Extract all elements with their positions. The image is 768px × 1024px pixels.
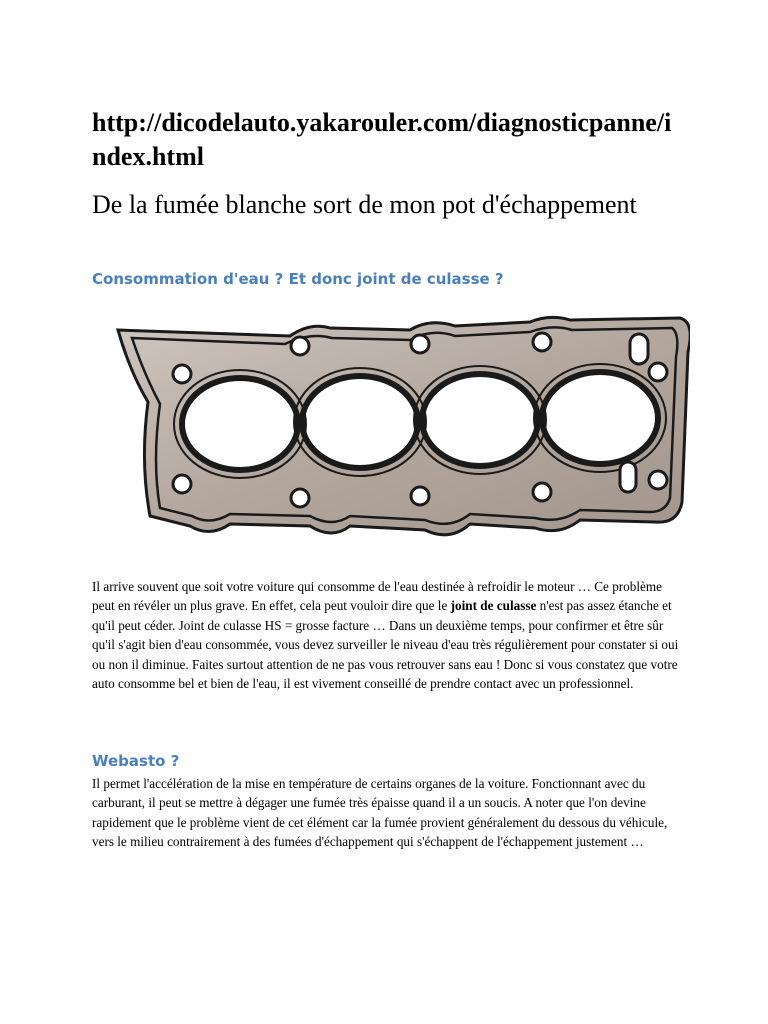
head-gasket-image — [110, 312, 690, 547]
section-heading-water: Consommation d'eau ? Et donc joint de culasse ? — [92, 270, 504, 288]
section-heading-webasto: Webasto ? — [92, 752, 180, 770]
paragraph-webasto: Il permet l'accélération de la mise en température de certains organes de la voiture. Fonctionnant avec du carburant, il peut se mettre à dégager une fumée très épaisse quand il a un soucis. A noter que l'on devine rapidement que le problème vient de cet élément car la fumée provient généralement du dessous du véhicule, vers le milieu contrairement à des fumées d'échappement qui s'échappent de l'échappement justement … — [92, 776, 668, 850]
page-title: De la fumée blanche sort de mon pot d'échappement — [92, 190, 637, 219]
source-url: http://dicodelauto.yakarouler.com/diagnosticpanne/index.html — [92, 108, 672, 171]
paragraph-text: Il arrive souvent que soit votre voiture qui consomme de l'eau destinée à refroidir le moteur … Ce problème peut en révéler un plus grave. En effet, cela peut vouloir dire que le — [92, 579, 662, 614]
bold-term-joint-de-culasse: joint de culasse — [450, 598, 537, 614]
head-gasket-illustration — [110, 312, 690, 547]
paragraph-water-consumption — [92, 577, 682, 693]
paragraph-text: n'est pas assez étanche et qu'il peut céder. Joint de culasse HS = grosse facture … Dans un deuxième temps, pour confirmer et être sûr qu'il s'agit bien d'eau consommée, vous devez surveiller le niveau d'eau très régulièrement pour constater si oui ou non il diminue. Faites surtout attention de ne pas vous retrouver sans eau ! Donc si vous constatez que votre auto consomme bel et bien de l'eau, il est vivement conseillé de prendre contact avec un professionnel. — [92, 598, 679, 692]
